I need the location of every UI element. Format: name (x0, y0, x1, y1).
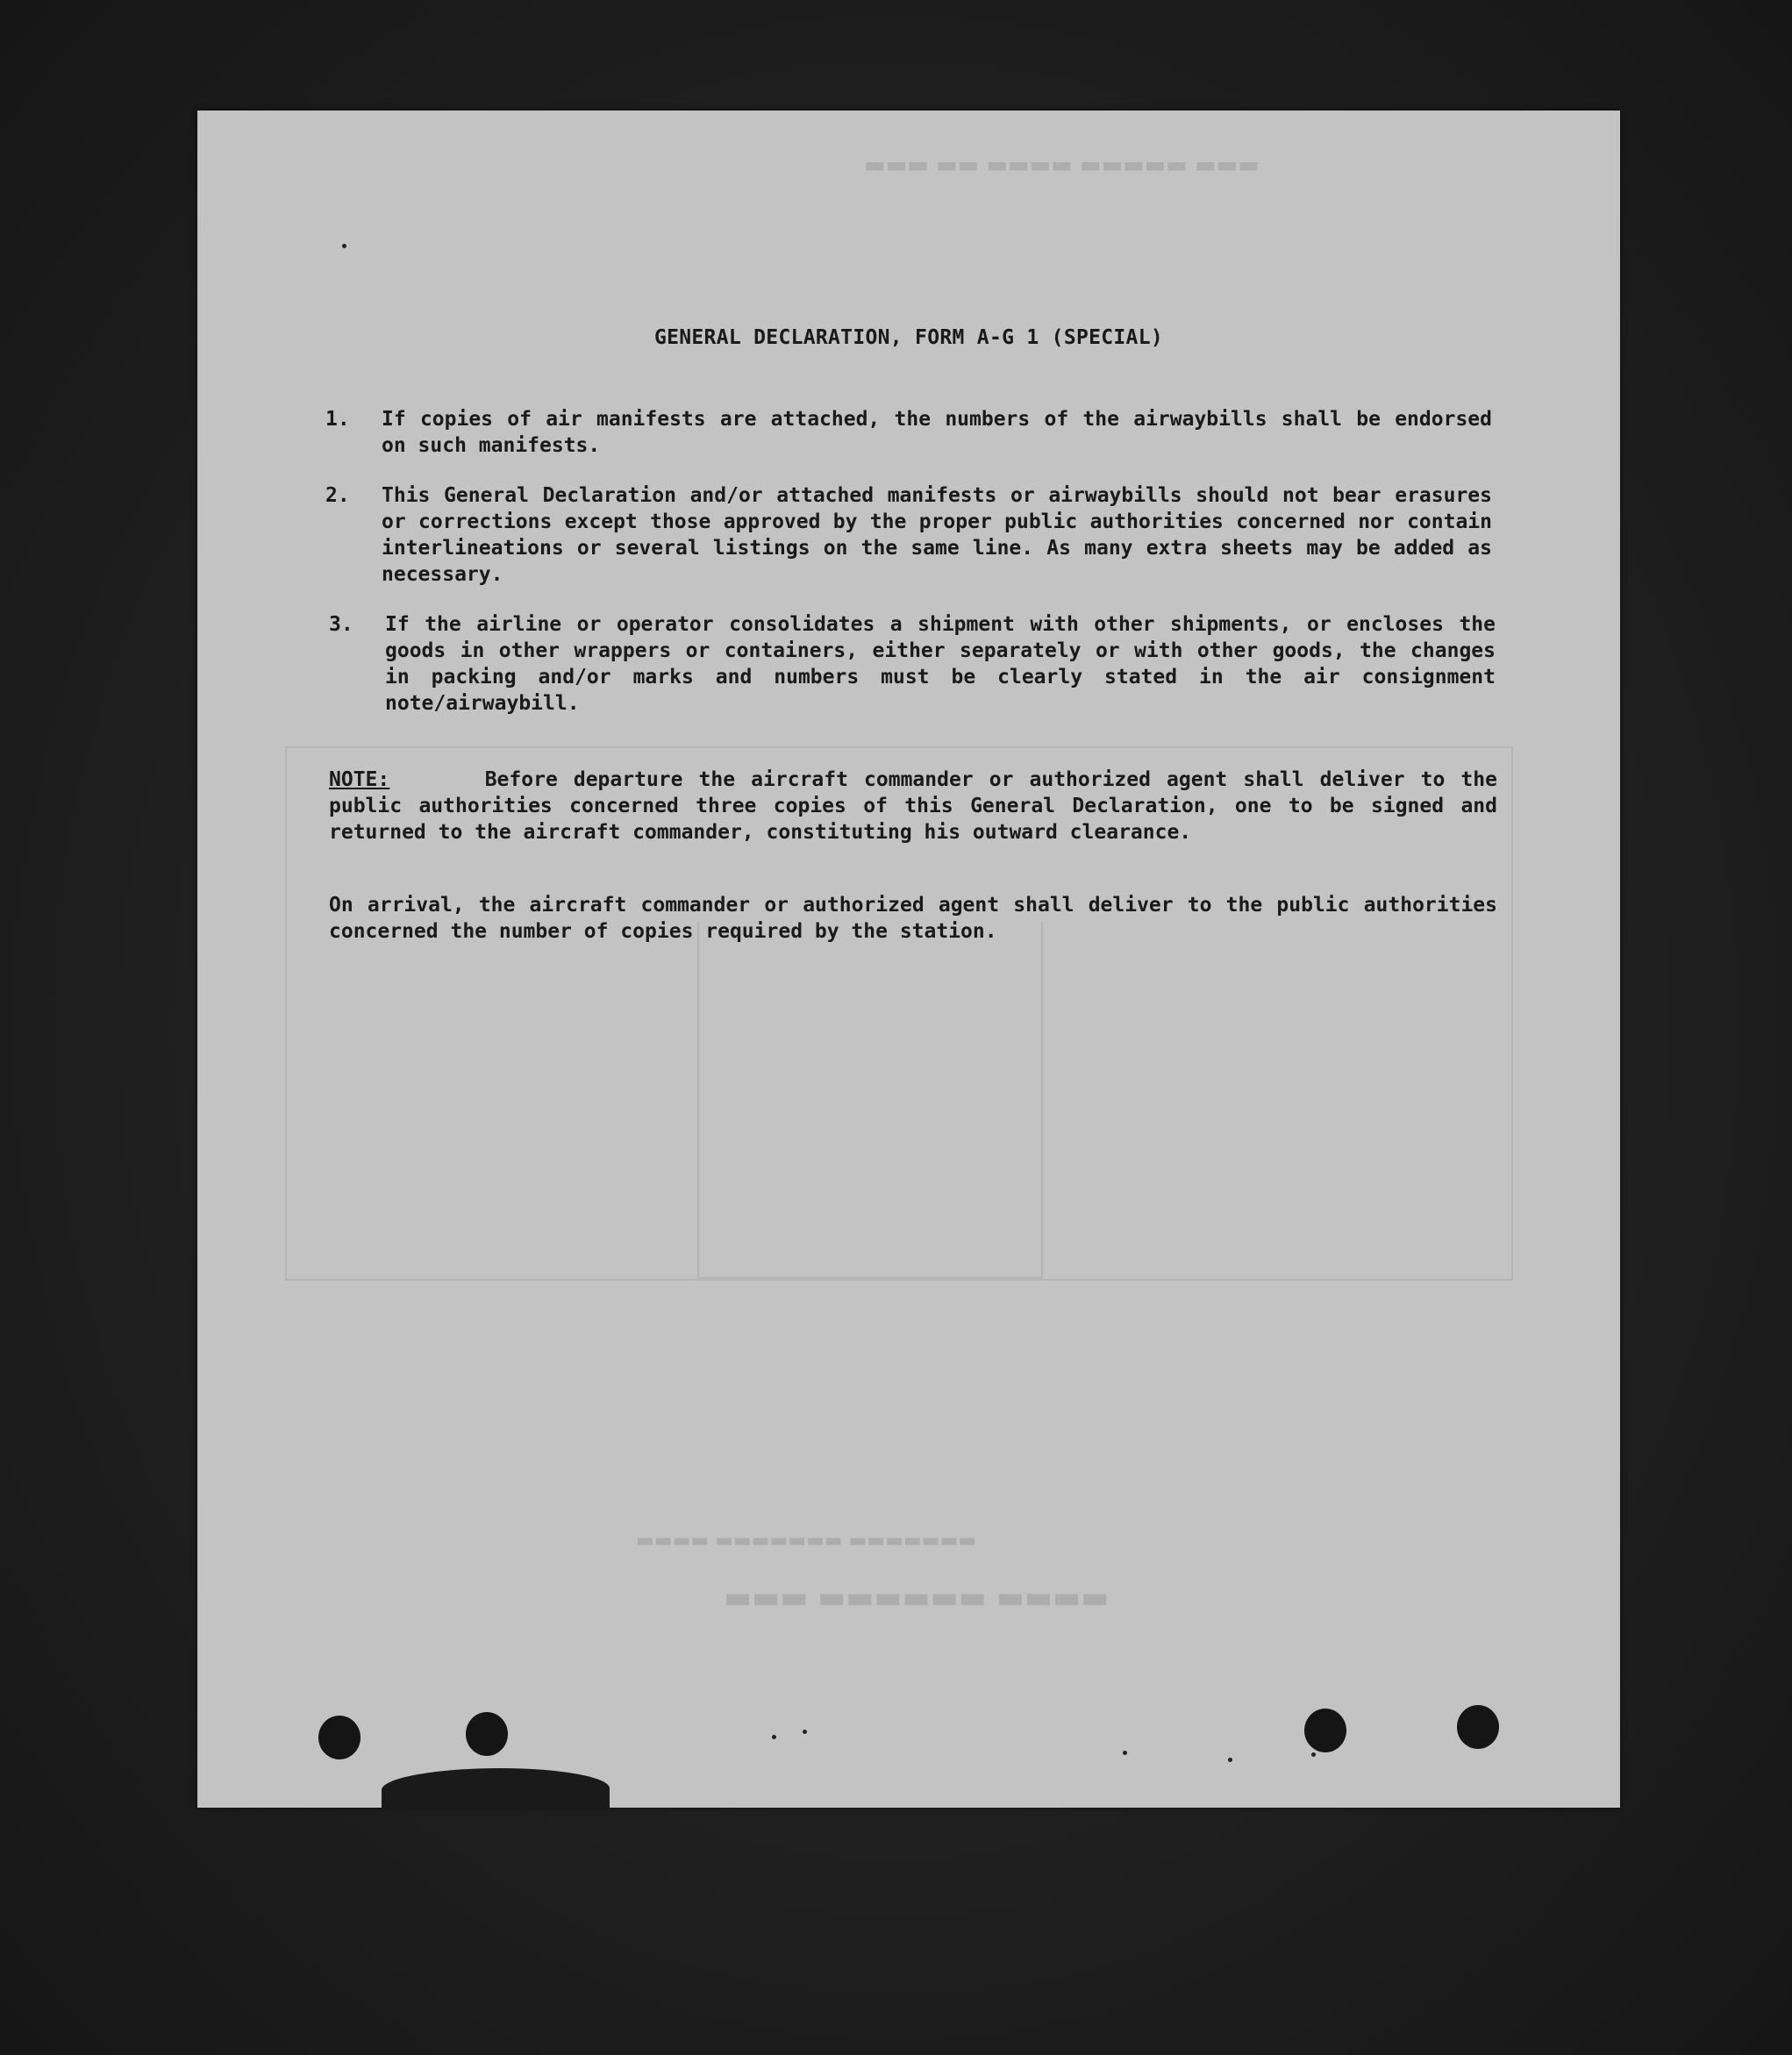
list-item-text: This General Declaration and/or attached manifests or airwaybills should not bear erasures or corrections except those approved by the proper public authorities concerned nor contain interlineations or several listings on the same line. As many extra sheets may be added as necessary. (382, 484, 1492, 586)
list-item-number: 2. (325, 484, 350, 507)
list-item-text: If copies of air manifests are attached, the numbers of the airwaybills shall be endorsed on such manifests. (382, 408, 1492, 457)
note-spacer (405, 768, 468, 791)
binder-hole (1457, 1705, 1499, 1749)
binder-hole (318, 1716, 361, 1759)
document-title: GENERAL DECLARATION, FORM A-G 1 (SPECIAL) (653, 326, 1164, 349)
speck (1123, 1751, 1127, 1755)
document-page (197, 111, 1620, 1808)
list-item-number: 3. (329, 613, 353, 636)
list-item-text: If the airline or operator consolidates a shipment with other shipments, or encloses the goods in other wrappers or containers, either separately or with other goods, the changes in packing and/or marks and numbers must be clearly stated in the air consignment note/airwaybill. (385, 613, 1496, 715)
note-paragraph (329, 767, 1497, 846)
speck (1228, 1758, 1232, 1762)
list-item (325, 406, 1492, 459)
arrival-paragraph: On arrival, the aircraft commander or authorized agent shall deliver to the public authorities concerned the number of copies required by the station. (329, 894, 1497, 943)
torn-edge (382, 1768, 610, 1810)
note-label: NOTE: (329, 768, 390, 791)
speck (1311, 1752, 1316, 1757)
bleed-through-box (697, 922, 1043, 1279)
bleed-through-text: ▬▬▬▬ ▬▬▬▬▬▬▬ ▬▬▬▬▬▬▬ (636, 1531, 977, 1553)
binder-hole (466, 1712, 508, 1756)
list-item (325, 482, 1492, 588)
list-item (329, 611, 1496, 717)
speck (772, 1735, 776, 1739)
list-item-number: 1. (325, 408, 350, 431)
speck (803, 1730, 807, 1734)
bleed-through-text: ▬▬▬ ▬▬▬▬▬▬ ▬▬▬▬ (724, 1584, 1110, 1619)
bleed-through-text: ▬▬▬ ▬▬ ▬▬▬▬ ▬▬▬▬▬ ▬▬▬ (864, 154, 1260, 181)
speck (342, 244, 346, 248)
note-text: Before departure the aircraft commander or authorized agent shall deliver to the public authorities concerned three copies of this General Declaration, one to be signed and returned to the aircraft commander, constituting his outward clearance. (329, 768, 1497, 844)
binder-hole (1304, 1709, 1346, 1752)
